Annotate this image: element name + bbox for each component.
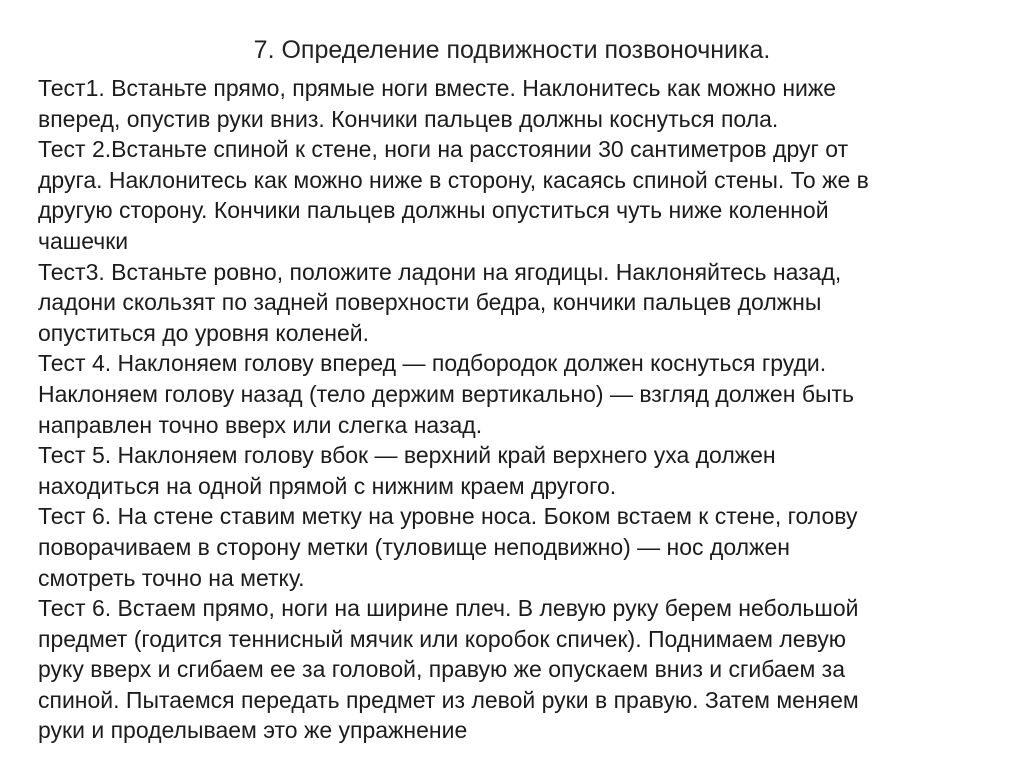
body-line: руки и проделываем это же упражнение bbox=[38, 717, 468, 744]
slide-body bbox=[38, 73, 988, 746]
body-line: направлен точно вверх или слегка назад. bbox=[38, 411, 483, 438]
body-line: опуститься до уровня коленей. bbox=[38, 319, 369, 346]
slide-title: 7. Определение подвижности позвоночника. bbox=[253, 36, 771, 64]
body-line: Тест 4. Наклоняем голову вперед — подбородок должен коснуться груди. bbox=[38, 350, 827, 377]
body-line: Тест 5. Наклоняем голову вбок — верхний край верхнего уха должен bbox=[38, 442, 776, 469]
body-line: Тест1. Встаньте прямо, прямые ноги вместе. Наклонитесь как можно ниже bbox=[38, 75, 837, 101]
body-line: вперед, опустив руки вниз. Кончики пальцев должны коснуться пола. bbox=[38, 105, 779, 132]
body-line: чашечки bbox=[38, 227, 129, 254]
body-line: другую сторону. Кончики пальцев должны опуститься чуть ниже коленной bbox=[38, 197, 829, 224]
body-line: предмет (годится теннисный мячик или коробок спичек). Поднимаем левую bbox=[38, 625, 847, 652]
body-line: смотреть точно на метку. bbox=[38, 564, 305, 591]
body-line: руку вверх и сгибаем ее за головой, правую же опускаем вниз и сгибаем за bbox=[38, 656, 846, 683]
body-line: Тест3. Встаньте ровно, положите ладони на ягодицы. Наклоняйтесь назад, bbox=[38, 258, 842, 285]
body-line: поворачиваем в сторону метки (туловище неподвижно) — нос должен bbox=[38, 533, 790, 560]
body-line: Наклоняем голову назад (тело держим вертикально) — взгляд должен быть bbox=[38, 380, 855, 407]
body-line: спиной. Пытаемся передать предмет из левой руки в правую. Затем меняем bbox=[38, 686, 859, 713]
body-line: Тест 6. На стене ставим метку на уровне носа. Боком встаем к стене, голову bbox=[38, 503, 858, 530]
body-line: друга. Наклонитесь как можно ниже в сторону, касаясь спиной стены. То же в bbox=[38, 166, 869, 193]
body-line: находиться на одной прямой с нижним краем другого. bbox=[38, 472, 617, 499]
body-line: Тест 2.Встаньте спиной к стене, ноги на расстоянии 30 сантиметров друг от bbox=[38, 136, 849, 163]
body-line: Тест 6. Встаем прямо, ноги на ширине плеч. В левую руку берем небольшой bbox=[38, 595, 859, 622]
body-line: ладони скользят по задней поверхности бедра, кончики пальцев должны bbox=[38, 289, 822, 316]
